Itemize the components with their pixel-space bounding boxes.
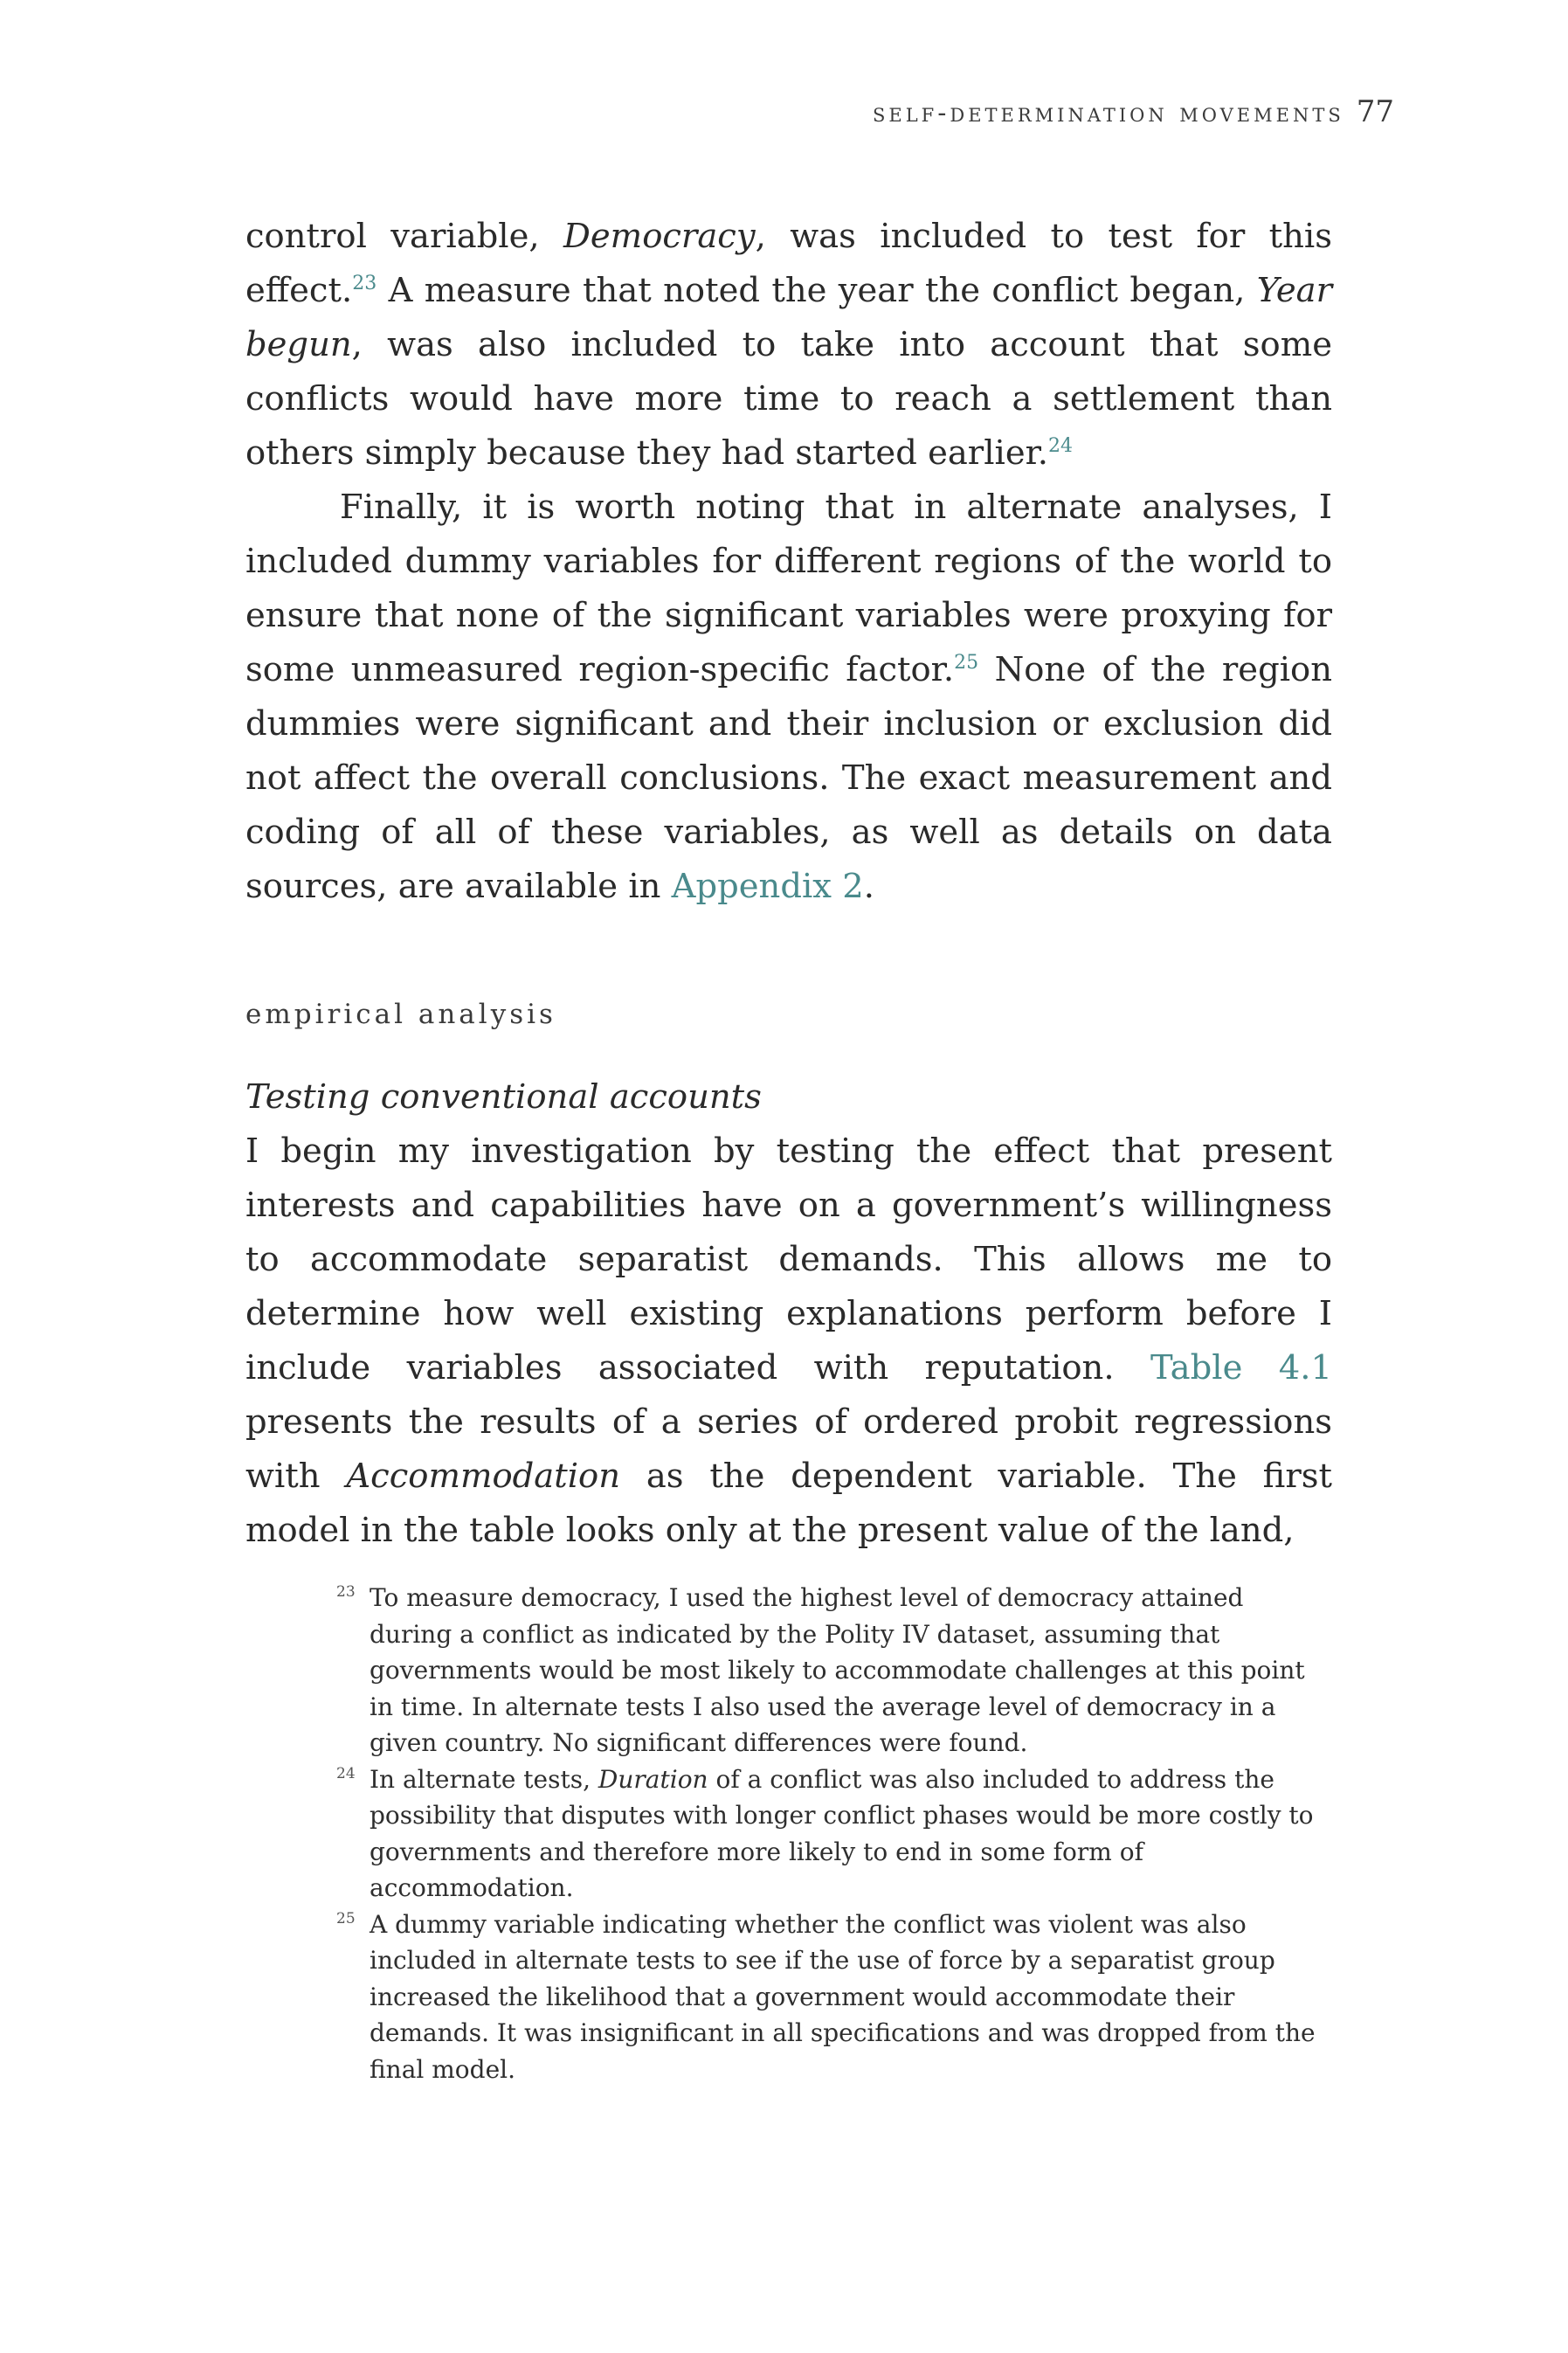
paragraph-3: I begin my investigation by testing the effect that present interests and capabilities have on a government’s willingness to accommodate separatist demands. This allows me to determine how well existing explanations perform before I include variables associated with reputation. Table 4.1 presents the results of a series of ordered probit regressions with Accommodation as the dependent variable. The first model in the table looks only at the present value of the land, xyxy=(245,1132,1332,1550)
footnote-number: 24 xyxy=(336,1764,356,1782)
body-text-bottom xyxy=(245,1070,1332,1558)
running-head-title: self-determination movements xyxy=(872,98,1344,128)
footnote-ref-24[interactable]: 24 xyxy=(1048,435,1074,458)
subheading: Testing conventional accounts xyxy=(245,1077,762,1117)
footnote-ref-23[interactable]: 23 xyxy=(352,273,377,295)
accommodation-term: Accommodation xyxy=(346,1457,621,1496)
paragraph-2: Finally, it is worth noting that in alternate analyses, I included dummy variables for different regions of the world to ensure that none of the significant variables were proxying for some unmeasured region-specific factor.$^{25}$ None of the region dummies were significant and their inclusion or exclusion did not affect the overall conclusions. The exact measurement and coding of all of these variables, as well as details on data sources, are available in Appendix 2. xyxy=(245,488,1333,906)
footnote-24: 24 In alternate tests, Duration of a conflict was also included to address the possibility that disputes with longer conflict phases would be more costly to governments and therefore more likely to end in some form of accommodation. xyxy=(336,1761,1332,1907)
footnote-23: 23 To measure democracy, I used the highest level of democracy attained during a conflict as indicated by the Polity IV dataset, assuming that governments would be most likely to accommodate challenges at this point in time. In alternate tests I also used the average level of democracy in a given country. No significant differences were found. xyxy=(336,1580,1332,1761)
year-begun-term: Year begun xyxy=(245,271,1332,364)
footnotes xyxy=(336,1580,1332,2087)
section-heading: empirical analysis xyxy=(245,999,556,1030)
footnote-number: 23 xyxy=(336,1583,356,1601)
page-number: 77 xyxy=(1356,94,1394,129)
running-head xyxy=(873,94,1394,129)
footnote-25: 25 A dummy variable indicating whether the conflict was violent was also included in alternate tests to see if the use of force by a separatist group increased the likelihood that a government would accommodate their demands. It was insignificant in all specifications and was dropped from the final model. xyxy=(336,1907,1332,2088)
paragraph-1: control variable, Democracy, was included to test for this effect.$^{23}$ A measure that noted the year the conflict began, Year begun, was also included to take into account that some conflicts would have more time to reach a settlement than others simply because they had started earlier.$^{24}$ xyxy=(245,217,1332,473)
table-4-1-link[interactable]: Table 4.1 xyxy=(1150,1348,1332,1388)
democracy-term: Democracy xyxy=(563,217,756,256)
body-text-top xyxy=(245,210,1332,914)
footnote-number: 25 xyxy=(336,1909,356,1927)
appendix-2-link[interactable]: Appendix 2 xyxy=(671,867,864,906)
footnote-ref-25[interactable]: 25 xyxy=(954,652,979,675)
